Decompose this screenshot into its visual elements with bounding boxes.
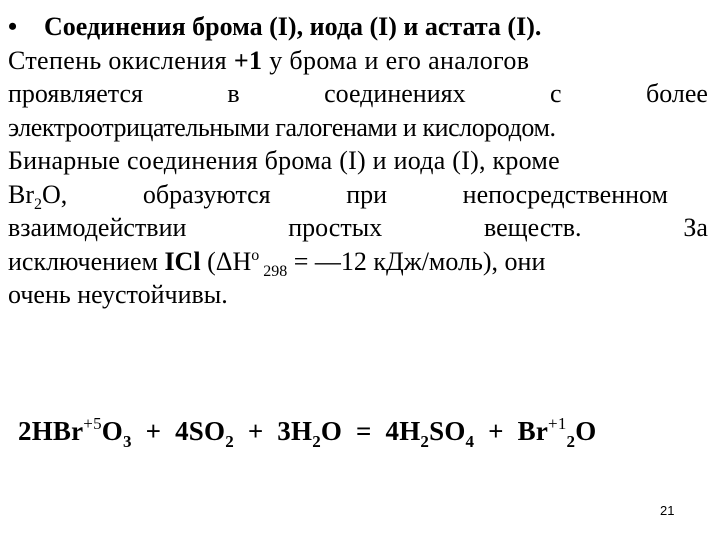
text-fragment: у брома и его аналогов bbox=[262, 45, 530, 75]
word: образуются bbox=[142, 179, 271, 209]
equation-subscript: 2 bbox=[312, 432, 321, 451]
word: веществ. bbox=[484, 213, 582, 242]
text-line-6 bbox=[8, 211, 708, 245]
equation-term: O bbox=[101, 416, 123, 446]
equation-subscript: 2 bbox=[225, 432, 234, 451]
equation-term: 2HBr bbox=[18, 416, 84, 446]
bullet-icon: • bbox=[8, 12, 18, 41]
equation-term: O bbox=[575, 416, 597, 446]
equation-subscript: 3 bbox=[123, 432, 132, 451]
reaction-equation bbox=[18, 414, 597, 451]
formula-icl: ICl bbox=[164, 246, 201, 276]
word: взаимодействии bbox=[8, 213, 187, 242]
equation-subscript: 2 bbox=[420, 432, 430, 451]
formula-br2o bbox=[8, 178, 67, 212]
equation-term: SO bbox=[429, 416, 466, 446]
text-fragment: Бинарные соединения брома (I) и иода (I), кроме bbox=[8, 146, 560, 175]
equation-term: O = 4H bbox=[320, 416, 421, 446]
equation-term: + Br bbox=[474, 416, 549, 446]
word: простых bbox=[288, 213, 383, 242]
word: За bbox=[683, 213, 708, 242]
oxidation-state: +1 bbox=[233, 45, 263, 75]
word: при bbox=[346, 179, 388, 209]
text-line-4 bbox=[8, 144, 708, 178]
word: в bbox=[227, 79, 240, 108]
main-paragraph bbox=[8, 10, 708, 312]
formula-subscript: 2 bbox=[34, 195, 42, 213]
word: более bbox=[646, 79, 708, 108]
heading-line bbox=[8, 10, 708, 44]
text-line-7 bbox=[8, 245, 708, 279]
page-number: 21 bbox=[660, 503, 675, 518]
section-heading: Соединения брома (I), иода (I) и астата (I). bbox=[44, 12, 542, 41]
word: проявляется bbox=[8, 79, 143, 108]
equation-term: + 4SO bbox=[131, 416, 226, 446]
equation-subscript: 2 bbox=[566, 432, 576, 451]
formula-part: O, bbox=[42, 179, 68, 209]
standard-state-superscript: o bbox=[251, 246, 260, 264]
text-line-1 bbox=[8, 44, 708, 78]
temperature-subscript: 298 bbox=[259, 262, 288, 280]
text-line-3 bbox=[8, 111, 708, 145]
oxidation-superscript: +5 bbox=[83, 414, 102, 433]
text-line-5 bbox=[8, 178, 708, 212]
text-fragment: очень неустойчивы. bbox=[8, 280, 228, 309]
word: с bbox=[550, 79, 562, 108]
formula-part: Br bbox=[8, 179, 34, 209]
oxidation-superscript: +1 bbox=[548, 414, 567, 433]
text-fragment: Степень окисления bbox=[8, 45, 234, 75]
text-line-8 bbox=[8, 278, 708, 312]
equation-term: + 3H bbox=[233, 416, 313, 446]
enthalpy-value: = —12 кДж/моль), они bbox=[287, 246, 546, 276]
text-fragment: исключением bbox=[8, 246, 165, 276]
text-line-2 bbox=[8, 77, 708, 111]
equation-subscript: 4 bbox=[465, 432, 475, 451]
enthalpy-symbol: (ΔH bbox=[200, 246, 252, 276]
word: непосредственном bbox=[462, 179, 668, 209]
text-fragment: электроотрицательными галогенами и кислородом. bbox=[8, 112, 556, 142]
word: соединениях bbox=[324, 79, 466, 108]
